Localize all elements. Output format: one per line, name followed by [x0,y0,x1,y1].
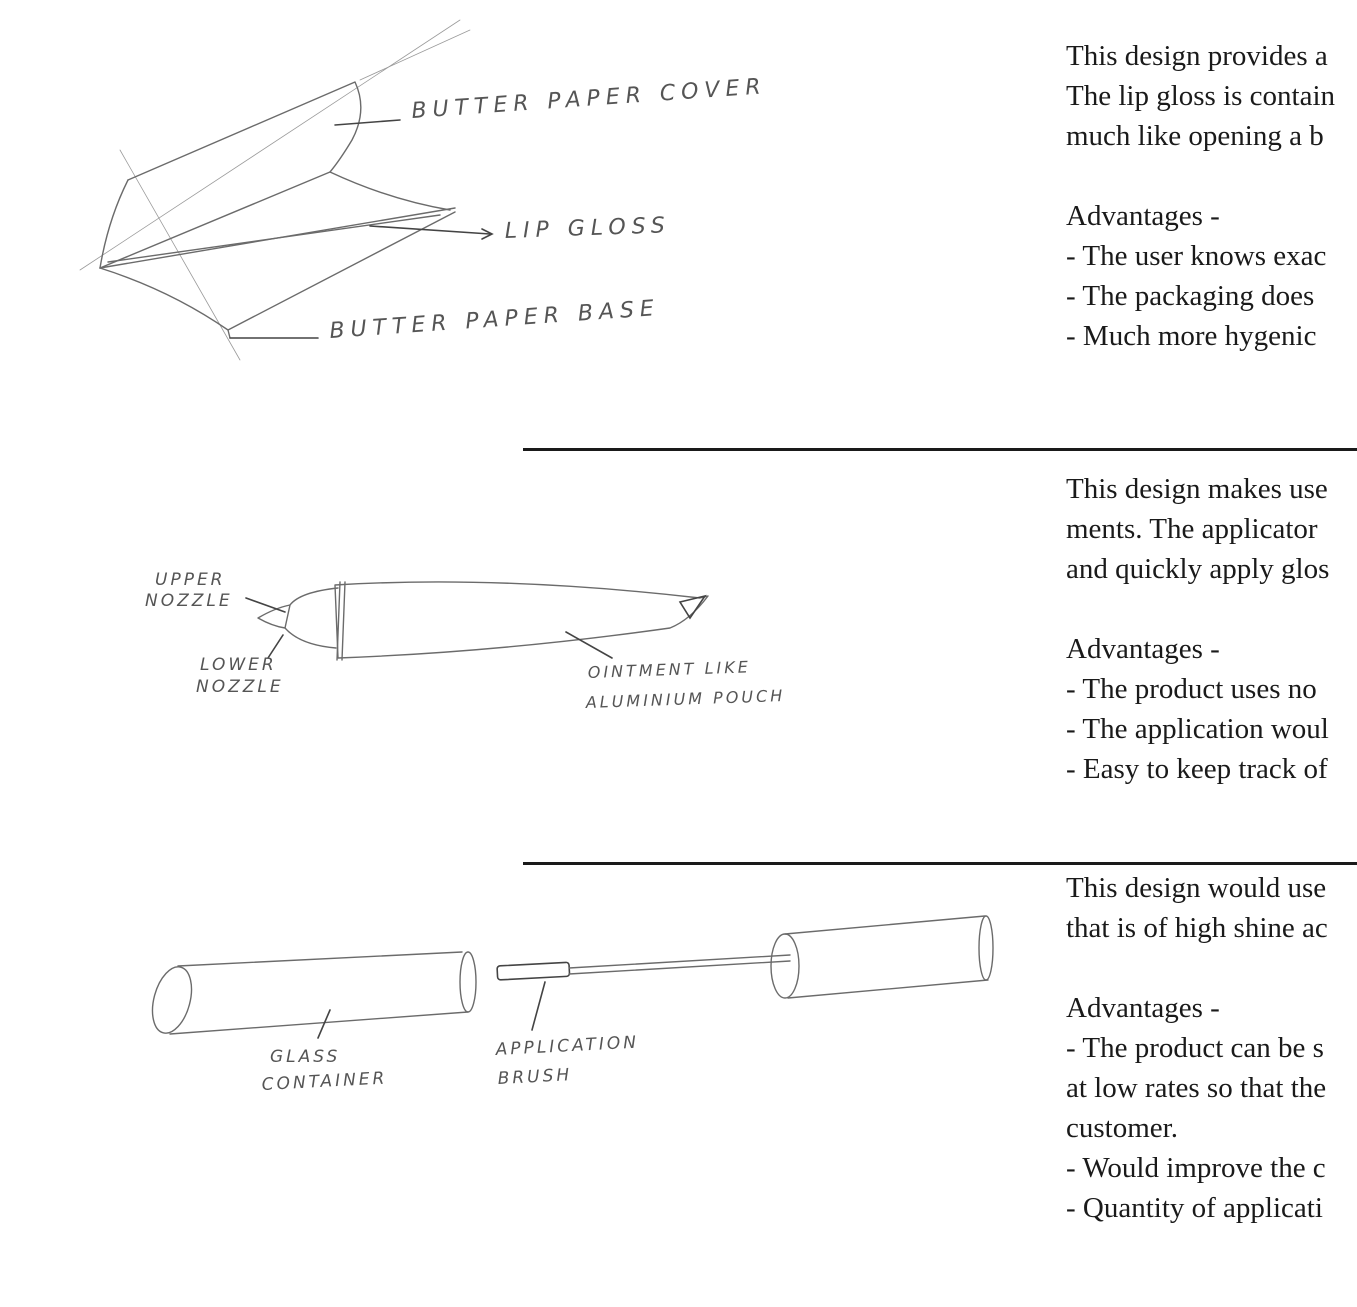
section-3-text [1066,868,1357,1228]
description-line: This design would use [1066,872,1327,904]
advantages-heading: Advantages - [1066,633,1220,665]
glass-container-label: CONTAINER [261,1068,388,1095]
upper-nozzle-label: NOZZLE [145,591,233,611]
advantage-item: - Easy to keep track of [1066,753,1328,785]
lip-gloss-label: LIP GLOSS [504,213,672,244]
description-line: much like opening a b [1066,120,1324,152]
description-line: that is of high shine ac [1066,912,1328,944]
application-brush-label: APPLICATION [495,1032,640,1060]
advantage-item: - The application woul [1066,713,1329,745]
section-divider [523,862,1357,865]
description-line: This design provides a [1066,40,1328,72]
butter-paper-base-label: BUTTER PAPER BASE [328,295,661,344]
pouch-label: ALUMINIUM POUCH [585,686,786,712]
glass-container-label: GLASS [270,1047,341,1067]
advantages-heading: Advantages - [1066,992,1220,1024]
advantage-item: - The user knows exac [1066,240,1327,272]
description-line: ments. The applicator [1066,513,1318,545]
description-line: The lip gloss is contain [1066,80,1336,112]
advantage-item: customer. [1066,1112,1178,1144]
advantage-item: - The product uses no [1066,673,1317,705]
aluminium-pouch-sketch [0,540,1040,780]
advantage-item: - Would improve the c [1066,1152,1326,1184]
description-line: This design makes use [1066,473,1328,505]
section-1-text [1066,36,1357,356]
description-line: and quickly apply glos [1066,553,1330,585]
application-brush-label: BRUSH [497,1065,573,1089]
upper-nozzle-label: UPPER [155,570,226,590]
butter-paper-cover-label: BUTTER PAPER COVER [410,74,768,124]
advantages-heading: Advantages - [1066,200,1220,232]
advantage-item: - Much more hygenic [1066,320,1317,352]
lower-nozzle-label: NOZZLE [196,677,284,697]
advantage-item: - The packaging does [1066,280,1315,312]
advantage-item: - Quantity of applicati [1066,1192,1323,1224]
advantage-item: - The product can be s [1066,1032,1324,1064]
butter-paper-sketch [0,0,1040,380]
advantage-item: at low rates so that the [1066,1072,1327,1104]
lower-nozzle-label: LOWER [200,655,277,675]
section-divider [523,448,1357,451]
section-2-text [1066,469,1357,789]
glass-container-sketch [0,900,1040,1100]
pouch-label: OINTMENT LIKE [587,657,752,682]
